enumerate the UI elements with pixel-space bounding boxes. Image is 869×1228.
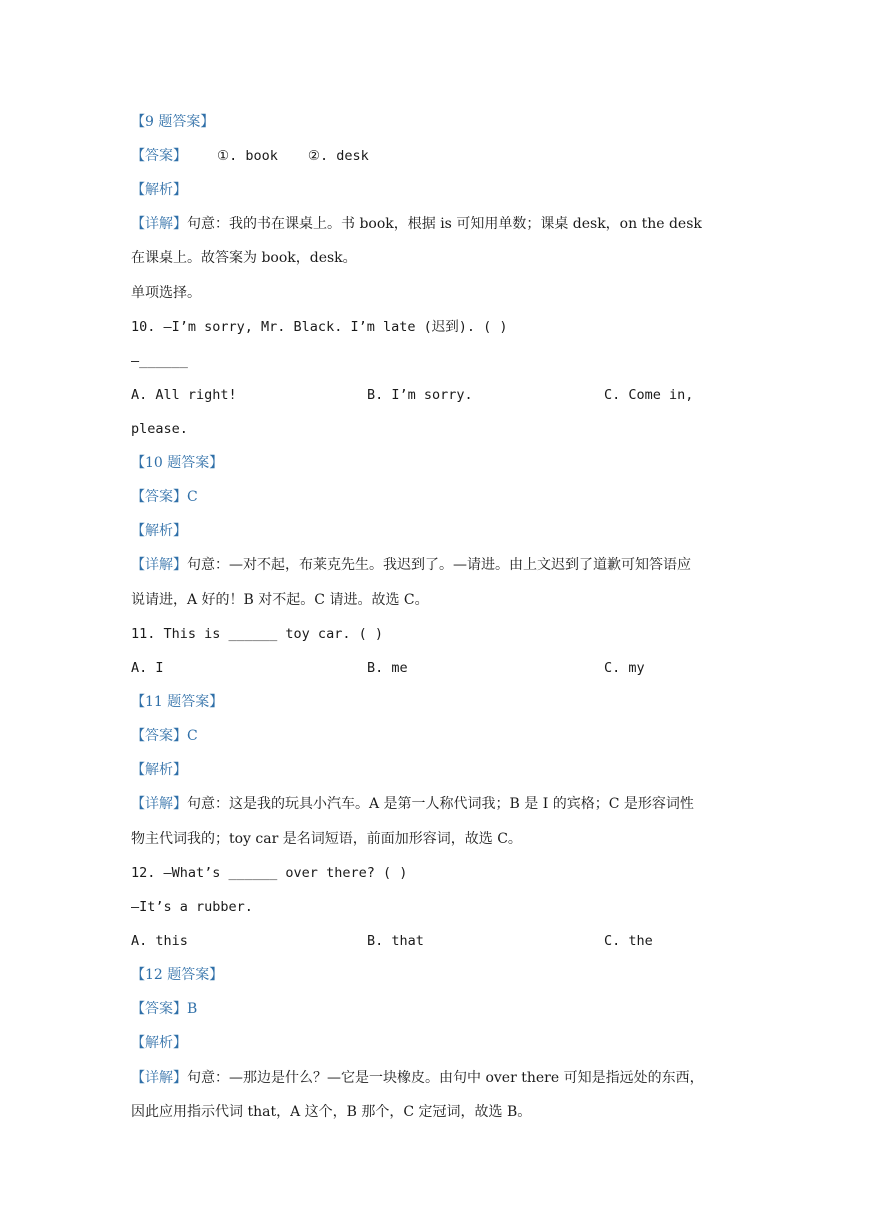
detail-label: 【详解】	[131, 796, 187, 812]
q10-option-a: A. All right!	[131, 387, 237, 403]
q12-answer	[131, 999, 197, 1019]
q10-detail-line1: 【详解】句意：—对不起，布莱克先生。我迟到了。—请进。由上文迟到了道歉可知答语应	[131, 557, 691, 573]
q12-response: —It’s a rubber.	[131, 899, 253, 915]
q12-detail-line2: 因此应用指示代词 that，A 这个，B 那个，C 定冠词，故选 B。	[131, 1104, 532, 1120]
q12-question: 12. —What’s ______ over there? ( )	[131, 865, 408, 881]
q12-analysis-label: 【解析】	[131, 1035, 187, 1051]
q12-detail-line1: 【详解】句意：—那边是什么？—它是一块橡皮。由句中 over there 可知是指远处的东西，	[131, 1070, 704, 1086]
q12-option-c: C. the	[604, 933, 653, 949]
detail-label: 【详解】	[131, 1070, 187, 1086]
q12-answer-header: 【12 题答案】	[131, 967, 224, 983]
q9-analysis-label: 【解析】	[131, 182, 187, 198]
q11-question: 11. This is ______ toy car. ( )	[131, 626, 383, 642]
q10-option-b: B. I’m sorry.	[367, 387, 473, 403]
q10-option-c: C. Come in,	[604, 387, 694, 403]
q10-answer-text: 【答案】C	[131, 489, 198, 505]
q11-detail-line2: 物主代词我的；toy car 是名词短语，前面加形容词，故选 C。	[131, 831, 522, 847]
q9-answer-line	[131, 146, 369, 166]
q10-detail-line2: 说请进，A 好的！B 对不起。C 请进。故选 C。	[131, 592, 429, 608]
q12-option-a: A. this	[131, 933, 188, 949]
q11-option-c: C. my	[604, 660, 645, 676]
q12-option-b: B. that	[367, 933, 424, 949]
q9-answer-2: ②. desk	[307, 148, 369, 164]
q10-question: 10. —I’m sorry, Mr. Black. I’m late (迟到). ( )	[131, 319, 508, 335]
detail-label: 【详解】	[131, 557, 187, 573]
q9-answer-header: 【9 题答案】	[131, 114, 215, 130]
q11-option-a: A. I	[131, 660, 164, 676]
q11-answer	[131, 726, 198, 746]
q9-answer-label: 【答案】	[131, 148, 187, 164]
q11-detail-line1: 【详解】句意：这是我的玩具小汽车。A 是第一人称代词我；B 是 I 的宾格；C 是形容词性	[131, 796, 694, 812]
q11-option-b: B. me	[367, 660, 408, 676]
q9-detail-line2: 在课桌上。故答案为 book，desk。	[131, 250, 357, 266]
q10-option-c-continued: please.	[131, 421, 188, 437]
q11-answer-text: 【答案】C	[131, 728, 198, 744]
q11-answer-header: 【11 题答案】	[131, 694, 224, 710]
q10-answer-header: 【10 题答案】	[131, 455, 224, 471]
q10-analysis-label: 【解析】	[131, 523, 187, 539]
q9-answer-1: ①. book	[217, 148, 278, 164]
q12-answer-text: 【答案】B	[131, 1001, 198, 1017]
section-title: 单项选择。	[131, 285, 201, 301]
q9-detail-line1: 【详解】句意：我的书在课桌上。书 book，根据 is 可知用单数；课桌 desk，on the desk	[131, 216, 702, 232]
q11-analysis-label: 【解析】	[131, 762, 187, 778]
q10-response: —______	[131, 353, 188, 369]
detail-label: 【详解】	[131, 216, 187, 232]
q10-answer	[131, 487, 198, 507]
